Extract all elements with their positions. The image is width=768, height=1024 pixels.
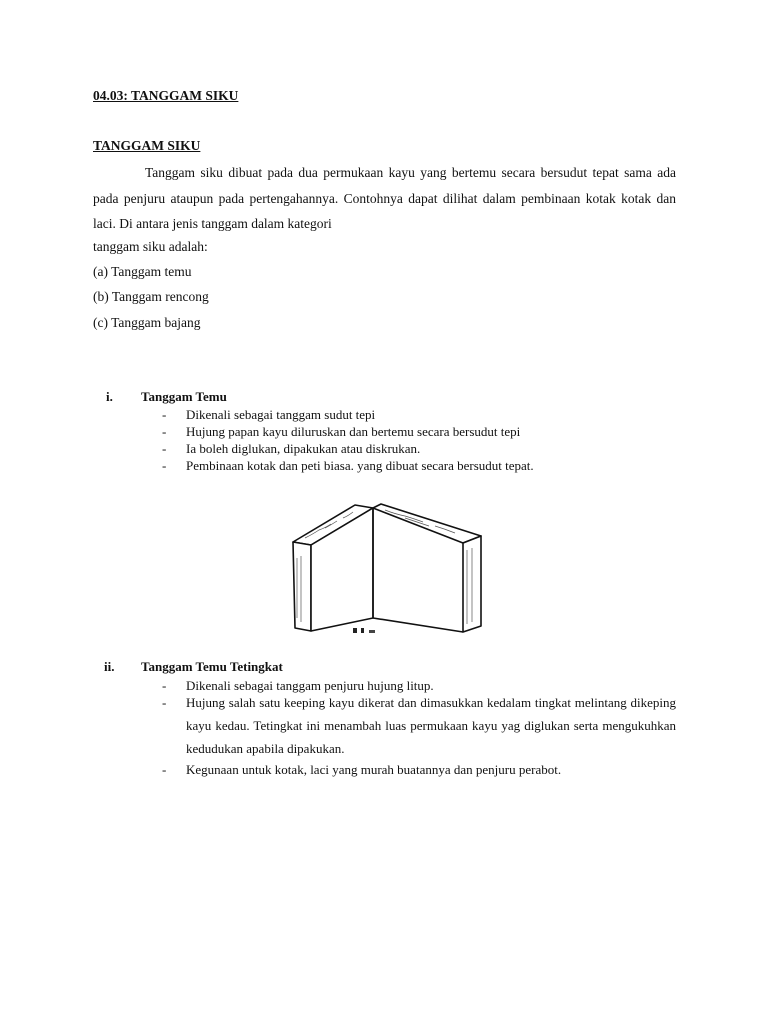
type-item-c: (c) Tanggam bajang <box>93 315 201 330</box>
section-1-number: i. <box>106 389 113 404</box>
bullet-text: Hujung papan kayu diluruskan dan bertemu secara bersudut tepi <box>186 424 521 439</box>
bullet-dash: - <box>162 441 167 456</box>
bullet-dash: - <box>162 407 167 422</box>
bullet-text: Ia boleh diglukan, dipakukan atau diskrukan. <box>186 441 421 456</box>
bullet-text: Hujung salah satu keeping kayu dikerat dan dimasukkan kedalam tingkat melintang dikeping kayu kedau. Tetingkat ini menambah luas permukaan kayu yag diglukan serta mengukuhkan kedudukan apabila dipakukan. <box>186 695 676 756</box>
intro-paragraph-text: Tanggam siku dibuat pada dua permukaan kayu yang bertemu secara bersudut tepat sama ada pada penjuru ataupun pada pertengahannya. Contohnya dapat dilihat dalam pembinaan kotak kotak dan laci. Di antara jenis tanggam dalam kategori <box>93 165 676 231</box>
bullet-dash: - <box>162 458 167 473</box>
butt-joint-illustration-icon <box>285 498 485 640</box>
section-1-bullet-3 <box>162 440 682 457</box>
bullet-dash: - <box>162 424 167 439</box>
bullet-text: Dikenali sebagai tanggam penjuru hujung litup. <box>186 678 434 693</box>
section-2-title: Tanggam Temu Tetingkat <box>141 659 283 674</box>
bullet-text: Kegunaan untuk kotak, laci yang murah buatannya dan penjuru perabot. <box>186 762 562 777</box>
intro-line-2: tanggam siku adalah: <box>93 239 208 254</box>
intro-paragraph <box>93 160 676 237</box>
bullet-dash: - <box>162 678 167 693</box>
bullet-text: Pembinaan kotak dan peti biasa. yang dibuat secara bersudut tepat. <box>186 458 534 473</box>
bullet-text: Dikenali sebagai tanggam sudut tepi <box>186 407 376 422</box>
bullet-dash: - <box>162 695 167 710</box>
document-title: 04.03: TANGGAM SIKU <box>93 88 239 103</box>
section-1-bullet-2 <box>162 423 682 440</box>
section-2-number: ii. <box>104 659 115 674</box>
bullet-dash: - <box>162 762 167 777</box>
type-item-a: (a) Tanggam temu <box>93 264 192 279</box>
section-2-bullet-2 <box>162 694 676 762</box>
section-1-bullet-4 <box>162 457 682 474</box>
section-2-bullet-3 <box>162 761 682 778</box>
section-1-title: Tanggam Temu <box>141 389 227 404</box>
type-item-b: (b) Tanggam rencong <box>93 289 209 304</box>
section-1-bullet-1 <box>162 406 682 423</box>
section-heading: TANGGAM SIKU <box>93 138 201 153</box>
